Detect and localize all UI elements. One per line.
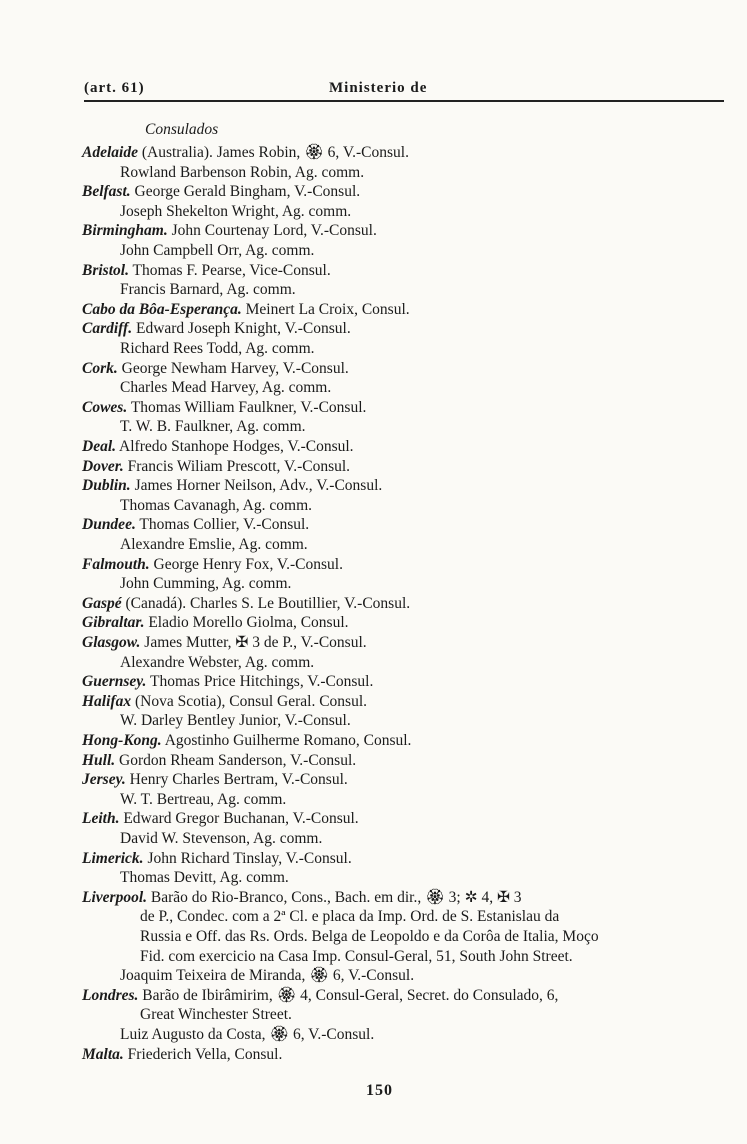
consulate-entry-continuation <box>120 712 351 730</box>
consulate-entry <box>82 458 350 476</box>
consulate-entry <box>82 614 349 632</box>
page-header <box>84 80 724 102</box>
consulate-entry <box>82 889 522 907</box>
consulate-entry <box>82 732 411 750</box>
consulate-entry-continuation <box>140 948 573 966</box>
entry-text: Meinert La Croix, Consul. <box>241 300 410 318</box>
entry-text: Barão do Rio-Branco, Cons., Bach. em dir., 🏵 3; ✲ 4, ✠ 3 <box>147 888 522 906</box>
consulate-entry <box>82 693 367 711</box>
entry-text: Fid. com exercicio na Casa Imp. Consul-Geral, 51, South John Street. <box>140 947 573 965</box>
entry-text: Russia e Off. das Rs. Ords. Belga de Leopoldo e da Corôa de Italia, Moço <box>140 928 599 945</box>
consulate-entry <box>82 516 309 534</box>
section-title: Consulados <box>145 121 219 138</box>
consulate-entry-continuation <box>120 1026 374 1044</box>
consulate-entry-continuation <box>120 164 364 182</box>
place-name: Bristol. <box>82 261 129 279</box>
entry-text: Barão de Ibirâmirim, 🏵 4, Consul-Geral, Secret. do Consulado, 6, <box>138 986 559 1004</box>
place-name: Falmouth. <box>82 555 150 573</box>
place-name: Halifax <box>82 692 132 710</box>
place-name: Dundee. <box>82 516 136 534</box>
consulate-entry-continuation <box>140 908 559 926</box>
place-name: Dublin. <box>82 477 131 495</box>
place-name: Jersey. <box>82 771 126 789</box>
place-name: Glasgow. <box>82 634 141 651</box>
entry-text: W. Darley Bentley Junior, V.-Consul. <box>120 712 351 730</box>
place-name: Londres. <box>82 986 139 1004</box>
consulate-entry <box>82 595 410 613</box>
entry-text: George Gerald Bingham, V.-Consul. <box>130 183 361 201</box>
entry-text: Eladio Morello Giolma, Consul. <box>144 614 349 632</box>
entry-text: Charles Mead Harvey, Ag. comm. <box>120 379 332 397</box>
entry-text: Thomas Collier, V.-Consul. <box>135 516 310 534</box>
entry-text: Thomas Cavanagh, Ag. comm. <box>120 496 312 514</box>
entry-text: Friederich Vella, Consul. <box>123 1045 283 1063</box>
place-name: Cabo da Bôa-Esperança. <box>82 300 242 318</box>
place-name: Adelaide <box>82 144 138 161</box>
entry-text: (Canadá). Charles S. Le Boutillier, V.-Consul. <box>121 594 411 612</box>
consulate-entry <box>82 222 377 240</box>
entry-text: John Cumming, Ag. comm. <box>120 575 292 593</box>
consulate-entry <box>82 850 352 868</box>
place-name: Gaspé <box>82 594 122 612</box>
entry-text: Richard Rees Todd, Ag. comm. <box>120 340 315 357</box>
place-name: Hong-Kong. <box>82 732 162 749</box>
entry-text: Edward Gregor Buchanan, V.-Consul. <box>119 810 359 828</box>
consulate-entry-continuation <box>140 928 599 946</box>
consulate-entry <box>82 556 343 574</box>
place-name: Cowes. <box>82 398 128 416</box>
place-name: Dover. <box>82 457 124 475</box>
consulate-entry <box>82 771 348 789</box>
entry-text: John Richard Tinslay, V.-Consul. <box>143 849 352 867</box>
entry-text: Rowland Barbenson Robin, Ag. comm. <box>120 163 365 181</box>
consulate-entry-continuation <box>120 967 414 985</box>
running-title: Ministerio de <box>329 80 428 96</box>
entry-text: Luiz Augusto da Costa, 🏵 6, V.-Consul. <box>120 1026 375 1043</box>
entry-text: Francis Barnard, Ag. comm. <box>120 281 296 299</box>
entry-text: Thomas F. Pearse, Vice-Consul. <box>128 261 331 279</box>
consulate-entry-continuation <box>120 203 351 221</box>
consulate-entry <box>82 320 351 338</box>
consulate-entry <box>82 301 410 319</box>
entry-text: Henry Charles Bertram, V.-Consul. <box>125 771 348 789</box>
consulate-entry <box>82 673 373 691</box>
consulate-entry-continuation <box>120 281 296 299</box>
consulate-entry <box>82 810 359 828</box>
consulate-entry <box>82 634 367 652</box>
entry-text: Agostinho Guilherme Romano, Consul. <box>161 732 412 749</box>
consulate-entry <box>82 477 382 495</box>
entry-text: John Courtenay Lord, V.-Consul. <box>167 222 377 240</box>
consulate-entry <box>82 987 558 1005</box>
entry-text: Joaquim Teixeira de Miranda, 🏵 6, V.-Consul. <box>120 967 415 985</box>
entry-text: (Australia). James Robin, 🏵 6, V.-Consul. <box>137 144 409 161</box>
entry-text: Francis Wiliam Prescott, V.-Consul. <box>123 457 351 475</box>
place-name: Cork. <box>82 359 118 377</box>
consulate-entry-continuation <box>120 575 291 593</box>
place-name: Birmingham. <box>82 222 168 240</box>
place-name: Hull. <box>82 751 116 769</box>
entry-text: George Henry Fox, V.-Consul. <box>149 555 343 573</box>
entry-text: Thomas Devitt, Ag. comm. <box>120 869 289 887</box>
place-name: Leith. <box>82 810 120 828</box>
entry-text: Great Winchester Street. <box>140 1006 292 1024</box>
entry-text: Gordon Rheam Sanderson, V.-Consul. <box>115 751 357 769</box>
consulate-entry-continuation <box>120 418 306 436</box>
consulate-entry-continuation <box>120 340 315 358</box>
consulate-entry <box>82 360 349 378</box>
entry-text: W. T. Bertreau, Ag. comm. <box>120 790 287 808</box>
entry-text: de P., Condec. com a 2ª Cl. e placa da Imp. Ord. de S. Estanislau da <box>140 908 560 926</box>
entry-text: James Horner Neilson, Adv., V.-Consul. <box>130 477 383 495</box>
place-name: Gibraltar. <box>82 614 145 632</box>
entry-text: Alexandre Emslie, Ag. comm. <box>120 536 308 553</box>
consulate-entry-continuation <box>140 1006 292 1024</box>
consulate-entry <box>82 438 354 456</box>
place-name: Guernsey. <box>82 673 147 691</box>
entry-text: Edward Joseph Knight, V.-Consul. <box>132 320 351 338</box>
consulate-entry-continuation <box>120 379 331 397</box>
entry-text: Alexandre Webster, Ag. comm. <box>120 653 315 671</box>
place-name: Malta. <box>82 1045 124 1063</box>
place-name: Limerick. <box>82 849 144 867</box>
consulate-entry-continuation <box>120 869 289 887</box>
entry-text: John Campbell Orr, Ag. comm. <box>120 242 315 259</box>
entry-text: Thomas William Faulkner, V.-Consul. <box>127 398 367 416</box>
entry-text: David W. Stevenson, Ag. comm. <box>120 830 323 847</box>
entry-text: James Mutter, ✠ 3 de P., V.-Consul. <box>140 634 367 651</box>
consulate-entry <box>82 399 366 417</box>
entry-text: Thomas Price Hitchings, V.-Consul. <box>146 673 374 691</box>
consulate-entry-continuation <box>120 497 312 515</box>
consulate-entry-continuation <box>120 242 314 260</box>
entry-text: T. W. B. Faulkner, Ag. comm. <box>120 418 306 436</box>
consulate-entry-continuation <box>120 536 308 554</box>
place-name: Cardiff. <box>82 320 133 338</box>
consulate-entry-continuation <box>120 791 286 809</box>
place-name: Deal. <box>82 438 117 455</box>
consulate-entry <box>82 752 356 770</box>
page-number: 150 <box>366 1082 393 1099</box>
entry-text: (Nova Scotia), Consul Geral. Consul. <box>131 692 368 710</box>
consulate-entry <box>82 262 331 280</box>
consulate-entry <box>82 183 360 201</box>
consulate-entry-continuation <box>120 654 314 672</box>
consulate-entry <box>82 1046 282 1064</box>
consulate-entry-continuation <box>120 830 322 848</box>
consulate-entry <box>82 144 409 162</box>
place-name: Liverpool. <box>82 888 147 906</box>
entry-text: Joseph Shekelton Wright, Ag. comm. <box>120 202 352 220</box>
entry-text: George Newham Harvey, V.-Consul. <box>117 359 349 377</box>
entry-text: Alfredo Stanhope Hodges, V.-Consul. <box>116 438 354 455</box>
article-reference: (art. 61) <box>84 80 145 96</box>
place-name: Belfast. <box>82 183 131 201</box>
